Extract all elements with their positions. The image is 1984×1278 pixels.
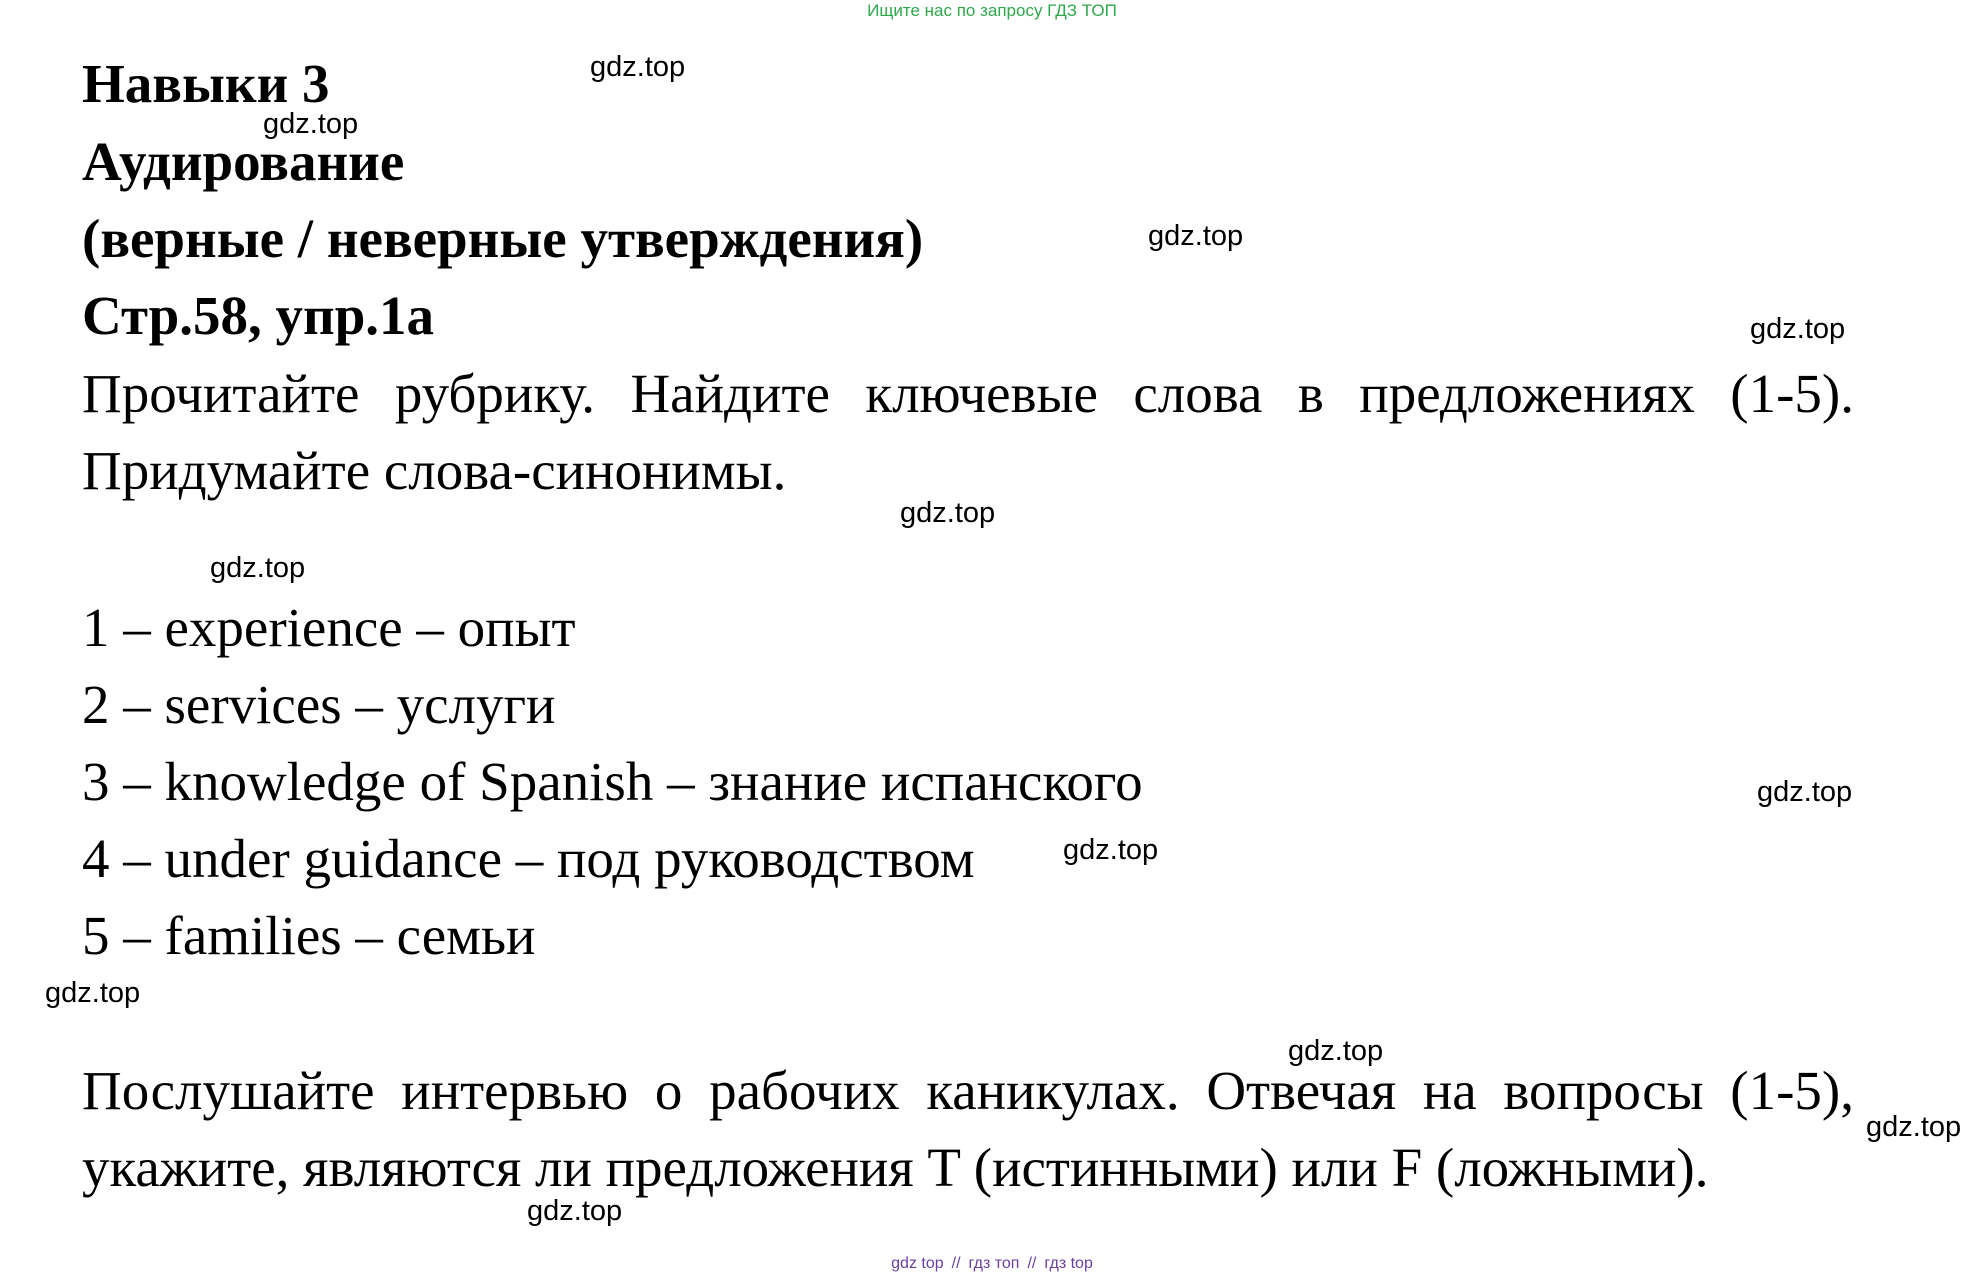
instruction-2-line-2: укажите, являются ли предложения T (истинными) или F (ложными).: [82, 1137, 1709, 1198]
section-heading: Навыки 3: [82, 53, 330, 114]
watermark: gdz.top: [1288, 1035, 1384, 1067]
watermark: gdz.top: [263, 108, 359, 140]
answer-line-3: 3 – knowledge of Spanish – знание испанского: [82, 751, 1143, 812]
footer-links: [0, 1255, 1984, 1273]
watermark: gdz.top: [900, 497, 996, 529]
exercise-heading: Стр.58, упр.1a: [82, 285, 435, 346]
watermark: gdz.top: [1063, 834, 1159, 866]
footer-separator: //: [1027, 1255, 1037, 1272]
answer-line-1: 1 – experience – опыт: [82, 597, 576, 658]
subtopic-heading: (верные / неверные утверждения): [82, 208, 924, 269]
answer-line-2: 2 – services – услуги: [82, 674, 556, 735]
footer-link[interactable]: гдз top: [1044, 1255, 1093, 1272]
watermark: gdz.top: [1750, 313, 1846, 345]
topic-heading: Аудирование: [82, 131, 405, 192]
footer-link[interactable]: гдз топ: [968, 1255, 1020, 1272]
watermark: gdz.top: [210, 552, 306, 584]
instruction-2-line-1: Послушайте интервью о рабочих каникулах. Отвечая на вопросы (1-5),: [82, 1060, 1854, 1121]
answer-line-5: 5 – families – семьи: [82, 905, 536, 966]
watermark: gdz.top: [45, 977, 141, 1009]
watermark: gdz.top: [527, 1195, 623, 1227]
answer-line-4: 4 – under guidance – под руководством: [82, 828, 975, 889]
instruction-1-line-2: Придумайте слова-синонимы.: [82, 440, 787, 501]
watermark: gdz.top: [1757, 776, 1853, 808]
footer-separator: //: [951, 1255, 961, 1272]
watermark: gdz.top: [1148, 220, 1244, 252]
watermark: gdz.top: [590, 51, 686, 83]
watermark: gdz.top: [1866, 1111, 1962, 1143]
top-search-banner: Ищите нас по запросу ГДЗ ТОП: [867, 1, 1117, 20]
instruction-1-line-1: Прочитайте рубрику. Найдите ключевые слова в предложениях (1-5).: [82, 363, 1854, 424]
footer-link[interactable]: gdz top: [891, 1255, 944, 1272]
